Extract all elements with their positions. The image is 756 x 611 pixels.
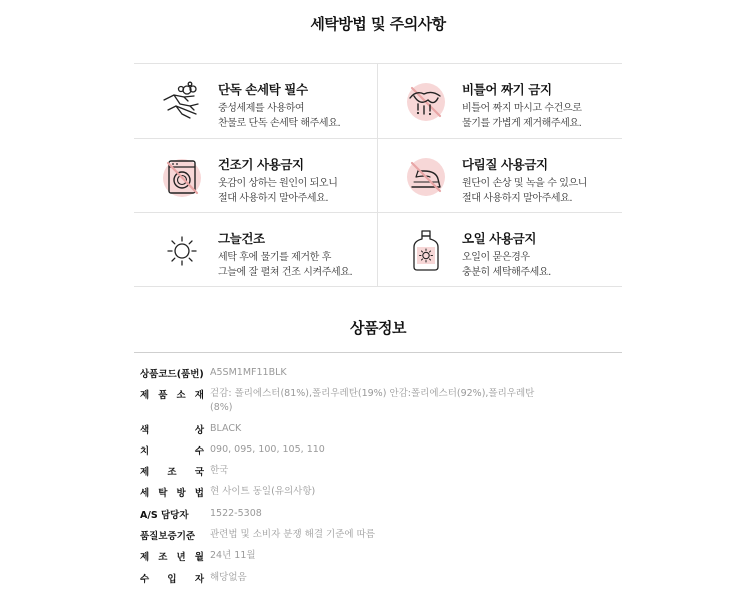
info-key: 제 조 국: [140, 467, 204, 479]
info-value: BLACK: [210, 422, 242, 434]
care-item-desc: 오일이 묻은경우 충분히 세탁해주세요.: [462, 252, 551, 278]
info-value: 1522-5308: [210, 507, 262, 519]
info-value: 090, 095, 100, 105, 110: [210, 443, 325, 455]
care-item-label: 오일 사용금지: [462, 231, 537, 246]
info-key: 치 수: [140, 445, 204, 457]
care-item-desc: 원단이 손상 및 녹을 수 있으니 절대 사용하지 말아주세요.: [462, 178, 588, 204]
care-item-label: 건조기 사용금지: [218, 157, 304, 172]
no-dryer-icon: [160, 155, 204, 199]
info-row-size: [140, 443, 620, 458]
care-item-shade-dry: [134, 213, 377, 287]
info-row-color: [140, 422, 620, 437]
info-row-wash-method: [140, 485, 620, 500]
care-item-no-wring: [378, 64, 621, 138]
care-item-label: 비틀어 짜기 금지: [462, 82, 552, 97]
care-section-title: 세탁방법 및 주의사항: [310, 15, 446, 33]
info-key: 수 입 자: [140, 573, 204, 585]
info-row-country: [140, 464, 620, 479]
info-value: 현 사이트 동일(유의사항): [210, 486, 316, 498]
info-key: 세 탁 방 법: [140, 488, 204, 500]
info-key: 상품코드(품번): [140, 369, 204, 380]
care-instructions-grid: [134, 63, 622, 287]
info-key: A/S 담당자: [140, 509, 189, 521]
info-row-product-code: [140, 366, 620, 381]
product-info-table: [140, 366, 620, 592]
info-key: 제 품 소 재: [140, 390, 204, 402]
info-row-as-contact: [140, 507, 620, 522]
info-row-material: [140, 387, 620, 415]
care-item-label: 단독 손세탁 필수: [218, 82, 308, 97]
info-key: 제 조 년 월: [140, 552, 204, 564]
info-value: 해당없음: [210, 571, 247, 583]
no-oil-icon: [404, 229, 448, 273]
care-item-label: 그늘건조: [218, 231, 265, 246]
info-key: 색 상: [140, 424, 204, 436]
info-value: 관련법 및 소비자 분쟁 해결 기준에 따름: [210, 529, 375, 541]
no-iron-icon: [404, 155, 448, 199]
divider: [134, 352, 622, 353]
info-value: 한국: [210, 465, 229, 477]
hand-wash-icon: [160, 80, 204, 124]
care-item-no-dryer: [134, 139, 377, 213]
info-row-manufacture-date: [140, 549, 620, 564]
info-value: 24년 11월: [210, 550, 256, 562]
care-item-desc: 비틀어 짜지 마시고 수건으로 물기를 가볍게 제거해주세요.: [462, 103, 582, 129]
info-value: A5SM1MF11BLK: [210, 367, 287, 378]
care-item-hand-wash: [134, 64, 377, 138]
care-item-no-iron: [378, 139, 621, 213]
product-info-title: 상품정보: [350, 319, 406, 337]
info-value: 겉감: 폴리에스터(81%),폴리우레탄(19%) 안감:폴리에스터(92%),폴리우레탄(8%): [210, 388, 535, 414]
info-row-importer: [140, 571, 620, 586]
shade-dry-icon: [160, 229, 204, 273]
no-wring-icon: [404, 80, 448, 124]
care-item-no-oil: [378, 213, 621, 287]
info-key: 품질보증기준: [140, 531, 196, 543]
care-item-desc: 중성세제를 사용하여 찬물로 단독 손세탁 해주세요.: [218, 103, 341, 129]
info-row-quality-standard: [140, 528, 620, 543]
care-item-label: 다림질 사용금지: [462, 157, 548, 172]
care-item-desc: 옷감이 상하는 원인이 되오니 절대 사용하지 말아주세요.: [218, 178, 338, 204]
care-item-desc: 세탁 후에 물기를 제거한 후 그늘에 잘 펼쳐 건조 시켜주세요.: [218, 252, 353, 278]
